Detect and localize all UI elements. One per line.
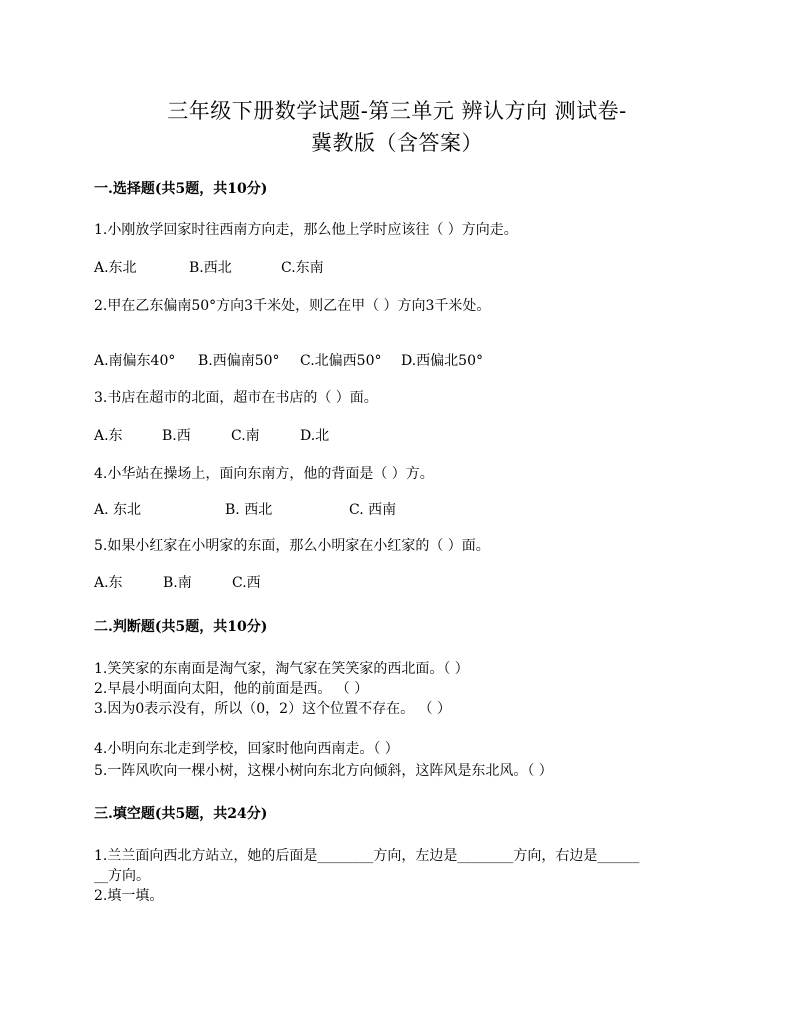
- question-judge-3: 3.因为0表示没有，所以（0，2）这个位置不存在。 （ ）: [94, 701, 451, 717]
- option-b: B. 西北: [225, 502, 273, 518]
- section-heading-judge: 二.判断题(共5题，共10分): [94, 619, 268, 635]
- option-d: D.西偏北50°: [401, 353, 483, 369]
- question-fill-2: 2.填一填。: [94, 888, 164, 904]
- question-choice-3: 3.书店在超市的北面，超市在书店的（ ）面。: [94, 390, 378, 406]
- option-a: A.南偏东40°: [94, 353, 176, 369]
- question-judge-4: 4.小明向东北走到学校，回家时他向西南走。（ ）: [94, 741, 399, 757]
- options-choice-3: [94, 427, 329, 445]
- question-choice-1: 1.小刚放学回家时往西南方向走，那么他上学时应该往（ ）方向走。: [94, 222, 518, 238]
- option-b: B.西北: [189, 260, 232, 276]
- options-choice-5: [94, 574, 261, 592]
- question-choice-5: 5.如果小红家在小明家的东面，那么小明家在小红家的（ ）面。: [94, 538, 490, 554]
- option-a: A.东: [94, 428, 123, 444]
- question-fill-1: 1.兰兰面向西北方站立，她的后面是________方向，左边是________方向，右边是______: [94, 848, 640, 864]
- question-choice-2: 2.甲在乙东偏南50°方向3千米处，则乙在甲（ ）方向3千米处。: [94, 298, 491, 314]
- option-c: C.南: [231, 428, 260, 444]
- option-c: C.东南: [281, 260, 324, 276]
- option-d: D.北: [300, 428, 330, 444]
- question-judge-1: 1.笑笑家的东南面是淘气家，淘气家在笑笑家的西北面。（ ）: [94, 661, 469, 677]
- option-b: B.西偏南50°: [198, 353, 280, 369]
- option-b: B.南: [163, 575, 192, 591]
- option-c: C.西: [232, 575, 261, 591]
- exam-title-line-1: 三年级下册数学试题-第三单元 辨认方向 测试卷-: [167, 99, 627, 123]
- option-a: A.东: [94, 575, 123, 591]
- option-c: C. 西南: [349, 502, 397, 518]
- question-choice-4: 4.小华站在操场上，面向东南方，他的背面是（ ）方。: [94, 466, 434, 482]
- option-a: A.东北: [94, 260, 137, 276]
- options-choice-4: [94, 501, 396, 519]
- question-judge-2: 2.早晨小明面向太阳，他的前面是西。 （ ）: [94, 681, 369, 697]
- options-choice-1: [94, 259, 324, 277]
- option-a: A. 东北: [94, 502, 142, 518]
- question-fill-1-continuation: __方向。: [94, 868, 150, 884]
- option-c: C.北偏西50°: [300, 353, 382, 369]
- options-choice-2: [94, 352, 483, 370]
- option-b: B.西: [162, 428, 191, 444]
- section-heading-choice: 一.选择题(共5题，共10分): [94, 181, 268, 197]
- exam-title-line-2: 冀教版（含答案）: [311, 131, 483, 155]
- question-judge-5: 5.一阵风吹向一棵小树，这棵小树向东北方向倾斜，这阵风是东北风。（ ）: [94, 763, 553, 779]
- section-heading-fill: 三.填空题(共5题，共24分): [94, 806, 268, 822]
